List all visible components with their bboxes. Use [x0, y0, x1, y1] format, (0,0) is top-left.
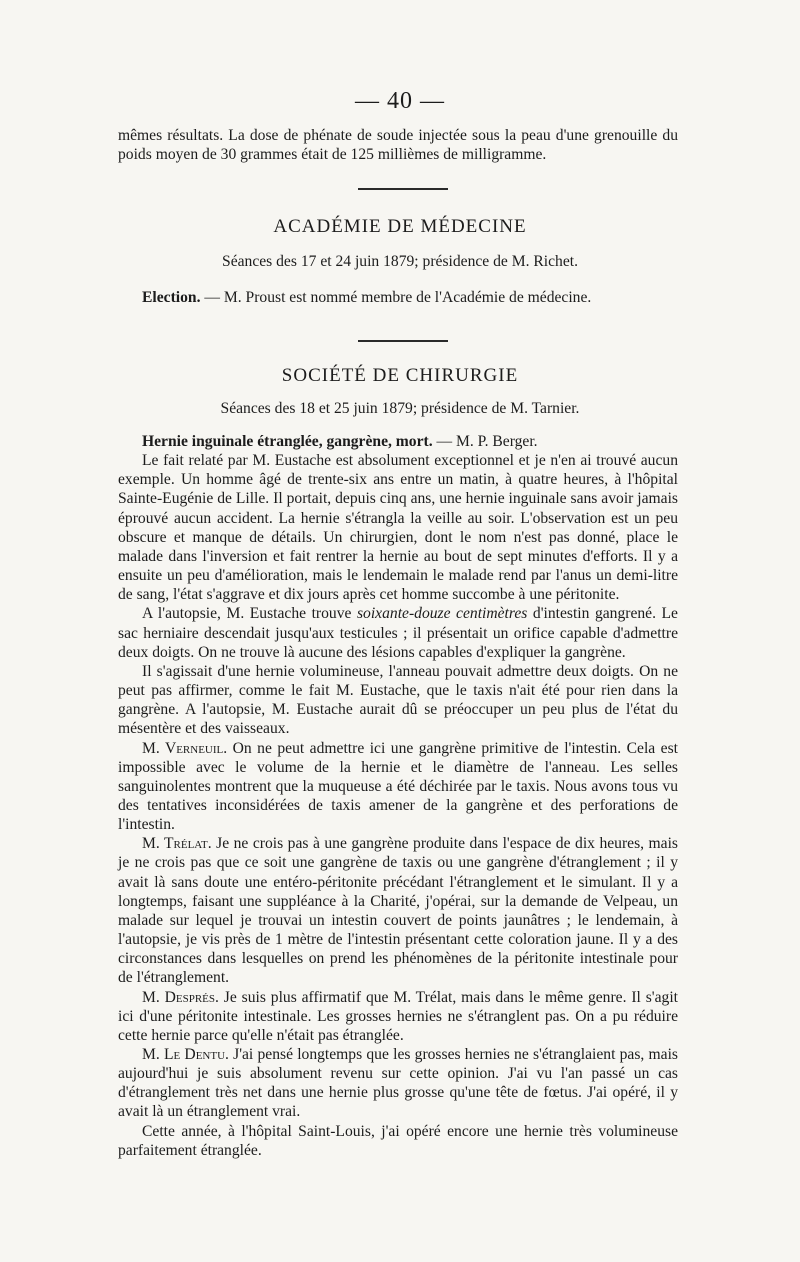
italic-measurement: soixante-douze centimètres: [356, 605, 528, 623]
election-text: — M. Proust est nommé membre de l'Académie de médecine.: [204, 289, 592, 306]
case-title: Hernie inguinale étranglée, gangrène, mort.: [142, 433, 433, 450]
academie-sessions: Séances des 17 et 24 juin 1879; présidence de M. Richet.: [222, 253, 578, 270]
case-paragraph: Le fait relaté par M. Eustache est absolument exceptionnel et je n'en ai trouvé aucun exemple. Un homme âgé de trente-six ans entre un matin, à quatre heures, à l'hôpital Sainte-Eugénie de Lille. Il portait, depuis cinq ans, une hernie inguinale sans avoir jamais éprouvé aucun accident. La hernie s'étrangla la veille au soir. L'observation est un peu obscure et manque de détails. Un chirurgien, dont le nom n'est pas donné, place le malade dans l'inversion et fait rentrer la hernie au bout de sept minutes d'efforts. Il y a ensuite un peu d'amélioration, mais le lendemain le malade rend par l'anus un demi-litre de sang, l'état s'aggrave et dix jours après cet homme succombe à une péritonite.: [118, 452, 678, 604]
societe-sessions: Séances des 18 et 25 juin 1879; présidence de M. Tarnier.: [220, 400, 580, 417]
speaker-name: M. Le Dentu.: [142, 1046, 229, 1063]
election-paragraph: [118, 288, 678, 307]
election-block: [118, 288, 678, 307]
despres-paragraph: M. Després. Je suis plus affirmatif que M. Trélat, mais dans le même genre. Il s'agit ici d'une péritonite intestinale. Les grosses hernies ne s'étranglent pas. On a pu réduire cette hernie parce qu'elle n'était pas étranglée.: [118, 988, 678, 1044]
case-title-line: [118, 432, 678, 451]
speaker-name: M. Verneuil.: [142, 739, 228, 757]
section-divider: [358, 340, 448, 342]
intro-paragraph: mêmes résultats. La dose de phénate de soude injectée sous la peau d'une grenouille du poids moyen de 30 grammes était de 125 millièmes de milligramme.: [118, 127, 678, 164]
trelat-paragraph: M. Trélat. Je ne crois pas à une gangrène produite dans l'espace de dix heures, mais je ne crois pas que ce soit une gangrène de taxis ou une gangrène d'étranglement ; il y avait là sans doute une entéro-péritonite précédant l'étranglement et le simulant. Il y a longtemps, faisant une suppléance à la Charité, j'opérai, sur la demande de Velpeau, un malade sur lequel je trouvai un intestin couvert de points jaunâtres ; le lendemain, à l'autopsie, je vis près de 1 mètre de l'intestin présentant cette coloration jaune. Il y a des circonstances dans lesquelles on prend les phénomènes de la péritonite intestinale pour de l'étranglement.: [118, 835, 678, 987]
academie-heading: ACADÉMIE DE MÉDECINE: [273, 216, 527, 237]
discussion-paragraph: Il s'agissait d'une hernie volumineuse, l'anneau pouvait admettre deux doigts. On ne peut pas affirmer, comme le fait M. Eustache, que le taxis n'ait été pour rien dans la gangrène. A l'autopsie, M. Eustache aurait dû se préoccuper un peu plus de l'état du mésentère et des vaisseaux.: [118, 662, 678, 738]
speaker-name: M. Després.: [142, 988, 219, 1006]
societe-heading: SOCIÉTÉ DE CHIRURGIE: [281, 365, 519, 386]
case-report-block: [118, 432, 678, 1160]
election-title: Election.: [142, 289, 201, 306]
verneuil-paragraph: M. Verneuil. On ne peut admettre ici une gangrène primitive de l'intestin. Cela est impossible avec le volume de la hernie et le diamètre de l'anneau. Les selles sanguinolentes montrent que la muqueuse a été déchirée par le taxis. Nous avons tous vu des tentatives inconsidérées de taxis amener de la gangrène et des perforations de l'intestin.: [118, 739, 679, 834]
case-author: — M. P. Berger.: [436, 433, 538, 450]
intro-paragraph-block: [118, 126, 678, 164]
final-paragraph: Cette année, à l'hôpital Saint-Louis, j'ai opéré encore une hernie très volumineuse parfaitement étranglée.: [118, 1122, 678, 1159]
autopsy-paragraph: A l'autopsie, M. Eustache trouve soixante-douze centimètres d'intestin gangrené. Le sac herniaire descendait jusqu'aux testicules ; il présentait un orifice capable d'admettre deux doigts. On ne trouve là aucune des lésions capables d'expliquer la gangrène.: [118, 605, 678, 661]
section-divider: [358, 188, 448, 190]
le-dentu-paragraph: M. Le Dentu. J'ai pensé longtemps que les grosses hernies ne s'étranglaient pas, mais aujourd'hui je suis absolument revenu sur cette opinion. J'ai vu l'an passé un cas d'étranglement très net dans une hernie plus grosse qu'une tête de fœtus. J'ai opéré, il y avait là un étranglement vrai.: [118, 1046, 678, 1121]
speaker-name: M. Trélat.: [142, 835, 212, 853]
page-number: — 40 —: [355, 88, 445, 114]
